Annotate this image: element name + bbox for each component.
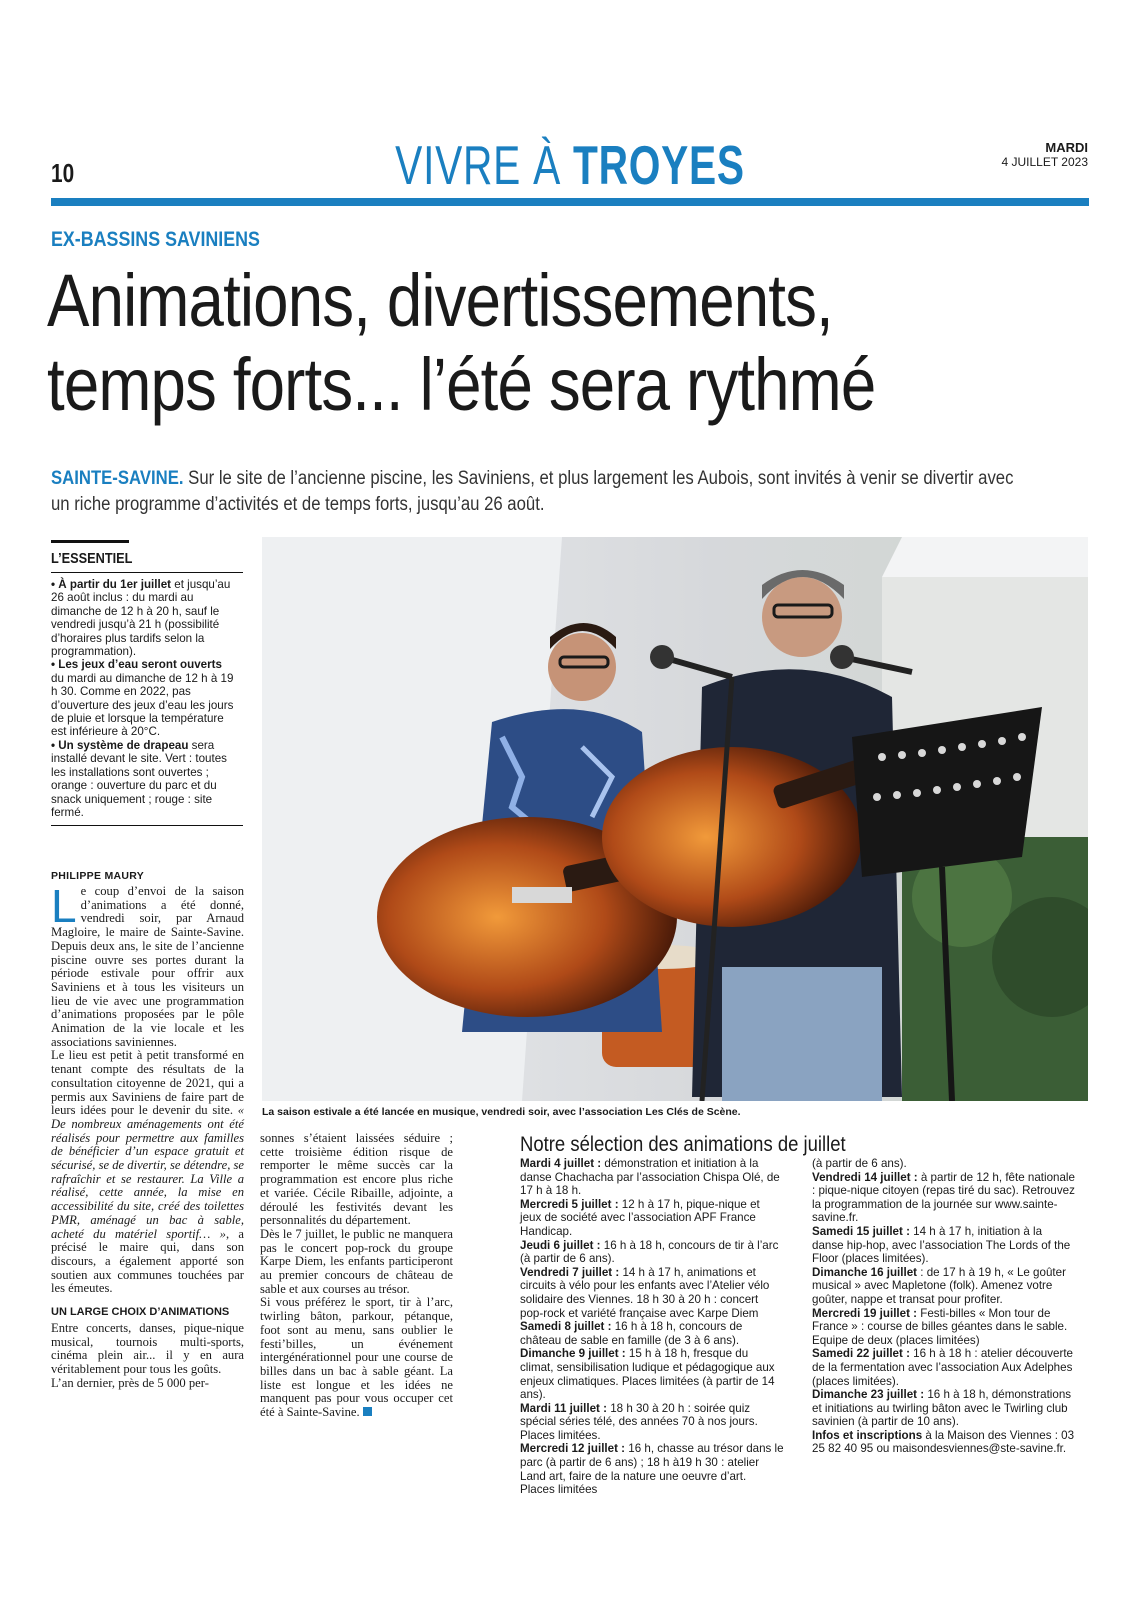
article-column-1 [51, 880, 244, 1390]
mayor-quote: « De nombreux aménagements ont été réalisés pour permettre aux familles de bénéficier d’un espace gratuit et sécurisé, se de divertir, se détendre, se rafraîchir et se restaurer. La Ville a réalisé, cette année, la mise en accessibilité du site, créé des toilettes PMR, aménagé un bac à sable, acheté du matériel sportif… » [51, 1103, 244, 1241]
section-title [148, 134, 992, 196]
article-headline [47, 259, 959, 427]
essentiel-top-rule [51, 540, 129, 543]
drop-cap: L [51, 880, 77, 932]
event-entry-label: Dimanche 9 juillet : [520, 1347, 626, 1361]
issue-day: MARDI [1045, 140, 1088, 155]
section-title-plain: VIVRE À [395, 134, 574, 196]
event-entry [520, 1347, 784, 1401]
essentiel-title: L’ESSENTIEL [51, 550, 133, 567]
event-entry [520, 1266, 784, 1320]
event-entry-label: Samedi 22 juillet : [812, 1347, 910, 1361]
event-entry-label: Dimanche 23 juillet : [812, 1388, 925, 1402]
event-entry [812, 1157, 1076, 1171]
essentiel-item [51, 739, 235, 819]
event-entry-label: Samedi 15 juillet : [812, 1224, 910, 1238]
event-entry [812, 1429, 1076, 1456]
event-entry-text: 14 h à 17 h, initiation à la danse hip-hop, avec l’association The Lords of the Floor (places limitées). [812, 1224, 1071, 1266]
event-entry [812, 1388, 1076, 1429]
standfirst-location: SAINTE-SAVINE. [51, 468, 184, 489]
event-entry-label: Mardi 11 juillet : [520, 1401, 607, 1415]
concert-photo [262, 537, 1088, 1101]
event-entry [812, 1171, 1076, 1225]
event-entry-text: 16 h à 18 h, concours de tir à l’arc (à partir de 6 ans). [520, 1238, 779, 1266]
event-entry-label: Mercredi 5 juillet : [520, 1197, 619, 1211]
event-entry-text: 16 h, chasse au trésor dans le parc (à partir de 6 ans) ; 18 h à19 h 30 : atelier Land art, faire de la nature une oeuvre d’art. Places limitées [520, 1442, 784, 1497]
essentiel-list [51, 578, 235, 819]
event-entry-label: Infos et inscriptions [812, 1428, 923, 1442]
end-mark [363, 1407, 372, 1416]
event-entry [520, 1402, 784, 1443]
header-rule [51, 198, 1089, 206]
essentiel-item-label: • Un système de drapeau [51, 738, 189, 752]
event-entry-label: Jeudi 6 juillet : [520, 1238, 601, 1252]
body-paragraph-5: Dès le 7 juillet, le public ne manquera pas le concert pop-rock du groupe Karpe Diem, les enfants participeront au premier concours de château de sable et aux courses au trésor. [260, 1226, 453, 1296]
standfirst-text: Sur le site de l’ancienne piscine, les Saviniens, et plus largement les Aubois, sont invités à venir se divertir avec un riche programme d’activités et de temps forts, jusqu’au 26 août. [51, 468, 1014, 515]
issue-date [1001, 141, 1088, 169]
issue-date-text: 4 JUILLET 2023 [1001, 155, 1088, 169]
event-entry-text: 16 h à 18 h, concours de château de sable en famille (de 3 à 6 ans). [520, 1320, 743, 1347]
article-column-2 [260, 1132, 453, 1420]
event-entry-label: Vendredi 14 juillet : [812, 1170, 918, 1184]
body-paragraph-2: Le lieu est petit à petit transformé en tenant compte des résultats de la consultation citoyenne de 2021, qui a permis aux Saviniens de faire part de leurs idées pour le devenir du site. « De nombreux aménagements ont été réalisés pour permettre aux familles de bénéficier d’un espace gratuit et sécurisé, se de divertir, se détendre, se rafraîchir et se restaurer. La Ville a réalisé, cette année, la mise en accessibilité du site, créé des toilettes PMR, aménagé un bac à sable, acheté du matériel sportif… », a précisé le maire qui, dans son discours, a également apporté son soutien aux communes touchées par les émeutes. [51, 1048, 244, 1296]
headline-line-2: temps forts... l’été sera rythmé [47, 343, 876, 426]
event-entry [520, 1320, 784, 1347]
event-entry-label: Mercredi 12 juillet : [520, 1442, 626, 1456]
event-entry-label: Mardi 4 juillet : [520, 1157, 602, 1170]
event-entry [812, 1266, 1076, 1307]
essentiel-bottom-rule [51, 825, 243, 826]
page-number: 10 [51, 158, 75, 188]
event-entry [812, 1307, 1076, 1348]
event-entry-text: 18 h 30 à 20 h : soirée quiz spécial séries télé, des années 70 à nos jours. Places limitées. [520, 1401, 758, 1442]
essentiel-item [51, 578, 235, 658]
event-entry [520, 1442, 784, 1496]
selection-column-2 [812, 1157, 1076, 1456]
headline-line-1: Animations, divertissements, [47, 259, 833, 342]
event-entry [520, 1157, 784, 1198]
event-entry-text: à partir de 12 h, fête nationale : pique-nique citoyen (repas tiré du sac). Retrouvez la programmation de la journée sur www.sainte-savine.fr. [812, 1170, 1075, 1225]
photo-caption: La saison estivale a été lancée en musique, vendredi soir, avec l’association Les Clés de Scène. [262, 1106, 741, 1118]
essentiel-divider [51, 572, 243, 573]
essentiel-item-text: du mardi au dimanche de 12 h à 19 h 30. Comme en 2022, pas d’ouverture des jeux d’eau les jours de pluie et lorsque la température est inférieure à 20°C. [51, 671, 234, 739]
essentiel-item-label: • À partir du 1er juillet [51, 578, 172, 591]
body-paragraph-6: Si vous préférez le sport, tir à l’arc, twirling bâton, parkour, pétanque, foot sont au menu, sans oublier le festi’billes, un événement intergénérationnel pour une course de billes dans un bac à sable géant. La liste est longue et les idées ne manquent pas pour vous occuper cet été à Sainte-Savine. [260, 1295, 453, 1420]
event-entry-text: (à partir de 6 ans). [812, 1157, 907, 1170]
body-paragraph-4-end: sonnes s’étaient laissées séduire ; cette troisième édition risque de remporter le même succès car la programmation est encore plus riche et variée. Cécile Ribaille, adjointe, a déroulé les festivités devant les personnalités du département. [260, 1131, 453, 1228]
event-entry-text: 12 h à 17 h, pique-nique et jeux de société avec l’association APF France Handicap. [520, 1197, 760, 1238]
essentiel-item-text: sera installé devant le site. Vert : toutes les installations sont ouvertes ; orange : ouverture du parc et du snack uniquement ; rouge : site fermé. [51, 738, 227, 819]
body-paragraph-1: Le coup d’envoi de la saison d’animations a été donné, vendredi soir, par Arnaud Magloire, le maire de Sainte-Savine. Depuis deux ans, le site de l’ancienne piscine ouvre ses portes durant la période estivale pour offrir aux Saviniens et à tous les visiteurs un lieu de vie avec une programmation d’animations proposées par le pôle Animation de la vie locale et les associations saviniennes. [51, 880, 244, 1049]
event-entry-text: 16 h à 18 h, démonstrations et initiations au twirling bâton avec le Twirling club savinien (à partir de 10 ans). [812, 1388, 1072, 1429]
event-entry-text: à la Maison des Viennes : 03 25 82 40 95 ou maisondesviennes@ste-savine.fr. [812, 1428, 1075, 1456]
event-entry [812, 1225, 1076, 1266]
article-kicker: EX-BASSINS SAVINIENS [51, 228, 260, 251]
event-entry-label: Samedi 8 juillet : [520, 1320, 612, 1334]
event-entry-label: Vendredi 7 juillet : [520, 1265, 620, 1279]
event-entry-text: : de 17 h à 19 h, « Le goûter musical » avec Mapletone (folk). Amenez votre goûter, nappe et transat pour profiter. [812, 1265, 1066, 1306]
body-paragraph-4-start: L’an dernier, près de 5 000 per- [51, 1375, 209, 1390]
article-standfirst [51, 466, 1037, 518]
selection-column-1 [520, 1157, 784, 1497]
event-entry-text: 14 h à 17 h, animations et circuits à vélo pour les enfants avec l’Atelier vélo solidaire des Viennes. 18 h 30 à 20 h : concert pop-rock et variété française avec Karpe Diem [520, 1265, 770, 1320]
article-author: PHILIPPE MAURY [51, 870, 145, 882]
section-title-city: TROYES [573, 134, 745, 196]
body-paragraph-3: Entre concerts, danses, pique-nique musical, tournois multi-sports, cinéma plein air... il y en aura véritablement pour tous les goûts. [51, 1320, 244, 1376]
essentiel-item-text: et jusqu’au 26 août inclus : du mardi au dimanche de 12 h à 20 h, sauf le vendredi jusqu’à 21 h (possibilité d’horaires plus tardifs selon la programmation). [51, 578, 231, 659]
event-entry-text: 15 h à 18 h, fresque du climat, sensibilisation ludique et pédagogique aux enjeux climatiques. Places limitées (à partir de 14 ans). [520, 1347, 775, 1402]
essentiel-item-label: • Les jeux d’eau seront ouverts [51, 658, 222, 672]
event-entry-label: Dimanche 16 juillet [812, 1265, 918, 1279]
event-entry-text: démonstration et initiation à la danse Chachacha par l’association Chispa Olé, de 17 h à 18 h. [520, 1157, 780, 1198]
event-entry-text: 16 h à 18 h : atelier découverte de la fermentation avec l’association Aux Adelphes (places limitées). [812, 1347, 1074, 1388]
body-subhead: UN LARGE CHOIX D’ANIMATIONS [51, 1306, 230, 1319]
essentiel-item [51, 658, 235, 738]
event-entry-text: Festi-billes « Mon tour de France » : course de billes géantes dans le sable. Equipe de deux (places limitées) [812, 1306, 1068, 1347]
event-entry [520, 1239, 784, 1266]
event-entry-label: Mercredi 19 juillet : [812, 1306, 918, 1320]
event-entry [520, 1198, 784, 1239]
event-entry [812, 1347, 1076, 1388]
selection-title: Notre sélection des animations de juillet [520, 1133, 846, 1156]
